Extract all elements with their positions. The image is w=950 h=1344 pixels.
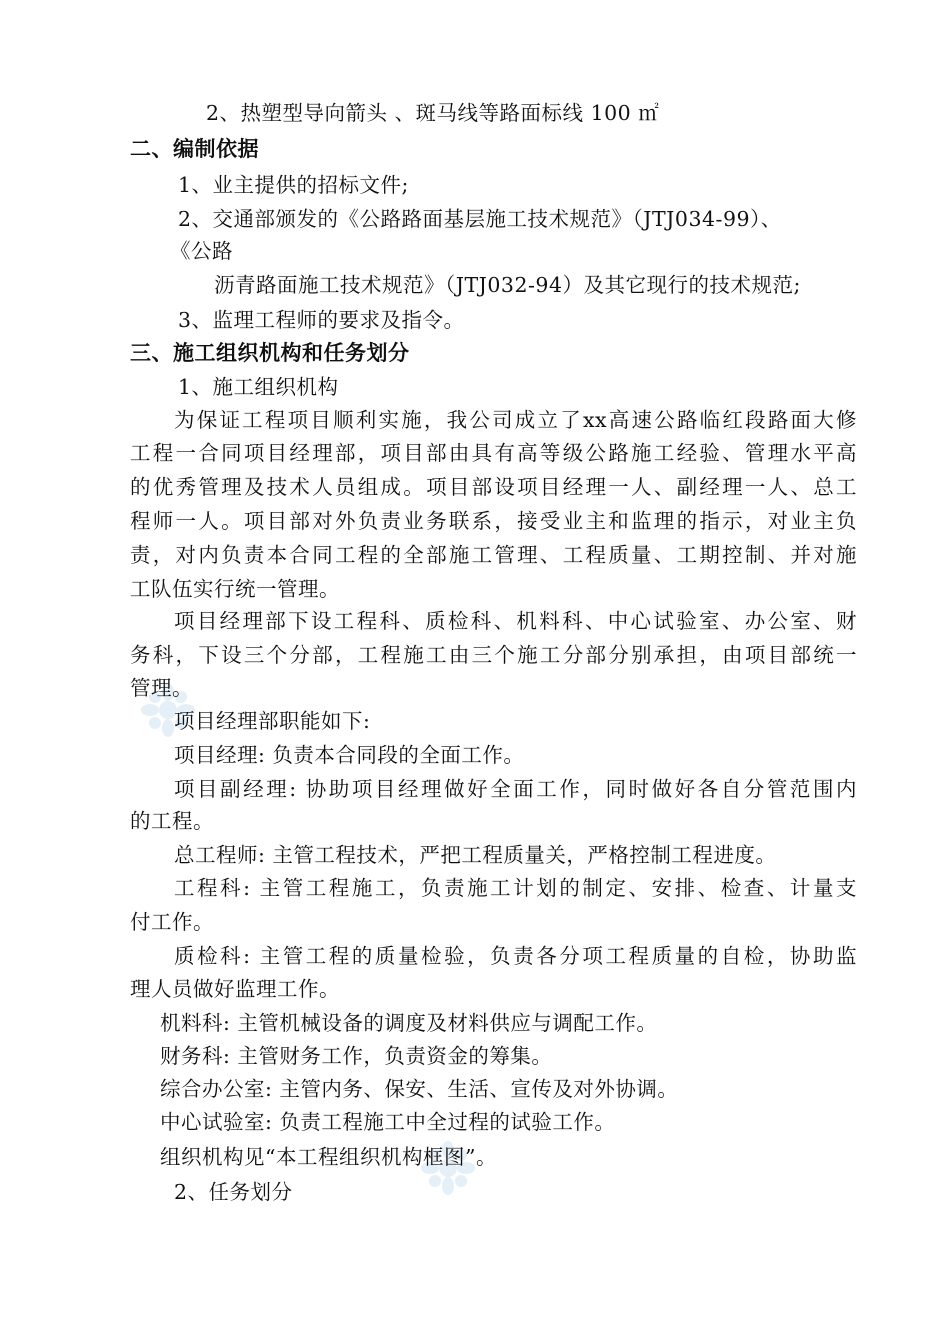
subheading-task-division: 2、任务划分: [174, 1180, 293, 1204]
function-quality-dept-cont: 理人员做好监理工作。: [130, 977, 340, 1001]
function-deputy-manager-cont: 的工程。: [130, 809, 214, 833]
paragraph-line: 程师一人。项目部对外负责业务联系，接受业主和监理的指示，对业主负: [130, 509, 857, 533]
section-heading-basis: 二、编制依据: [130, 137, 259, 161]
paragraph-line: 务科，下设三个分部，工程施工由三个施工分部分别承担，由项目部统一: [130, 643, 857, 667]
function-project-manager: 项目经理: 负责本合同段的全面工作。: [174, 743, 525, 767]
org-chart-reference: 组织机构见“本工程组织机构框图”。: [160, 1145, 497, 1169]
function-machinery-dept: 机料科: 主管机械设备的调度及材料供应与调配工作。: [160, 1011, 658, 1035]
function-engineering-dept: 工程科: 主管工程施工，负责施工计划的制定、安排、检查、计量支: [174, 876, 857, 900]
function-chief-engineer: 总工程师: 主管工程技术，严把工程质量关，严格控制工程进度。: [174, 843, 777, 867]
basis-item-2-cont: 《公路: [170, 239, 233, 263]
basis-item-3: 3、监理工程师的要求及指令。: [178, 308, 465, 332]
paragraph-line: 为保证工程项目顺利实施，我公司成立了xx高速公路临红段路面大修: [174, 408, 857, 432]
functions-intro: 项目经理部职能如下:: [174, 709, 371, 733]
function-central-lab: 中心试验室: 负责工程施工中全过程的试验工作。: [160, 1110, 616, 1134]
paragraph-line: 工程一合同项目经理部，项目部由具有高等级公路施工经验、管理水平高: [130, 441, 857, 465]
subheading-organization: 1、施工组织机构: [178, 375, 339, 399]
paragraph-line: 责，对内负责本合同工程的全部施工管理、工程质量、工期控制、并对施: [130, 543, 857, 567]
paragraph-line: 的优秀管理及技术人员组成。项目部设项目经理一人、副经理一人、总工: [130, 475, 857, 499]
function-engineering-dept-cont: 付工作。: [130, 910, 214, 934]
paragraph-line: 项目经理部下设工程科、质检科、机料科、中心试验室、办公室、财: [174, 609, 857, 633]
function-general-office: 综合办公室: 主管内务、保安、生活、宣传及对外协调。: [160, 1077, 679, 1101]
function-quality-dept: 质检科: 主管工程的质量检验，负责各分项工程质量的自检，协助监: [174, 944, 857, 968]
list-item-markings: 2、热塑型导向箭头 、斑马线等路面标线 100 ㎡: [206, 101, 660, 125]
function-finance-dept: 财务科: 主管财务工作，负责资金的筹集。: [160, 1044, 553, 1068]
section-heading-organization: 三、施工组织机构和任务划分: [130, 341, 410, 365]
basis-item-2-cont2: 沥青路面施工技术规范》（JTJ032-94）及其它现行的技术规范;: [214, 273, 801, 297]
function-deputy-manager: 项目副经理: 协助项目经理做好全面工作，同时做好各自分管范围内: [174, 777, 857, 801]
paragraph-line: 管理。: [130, 676, 193, 700]
basis-item-2: 2、交通部颁发的《公路路面基层施工技术规范》（JTJ034-99）、: [178, 207, 782, 231]
paragraph-line: 工队伍实行统一管理。: [130, 577, 340, 601]
basis-item-1: 1、业主提供的招标文件;: [178, 173, 409, 197]
